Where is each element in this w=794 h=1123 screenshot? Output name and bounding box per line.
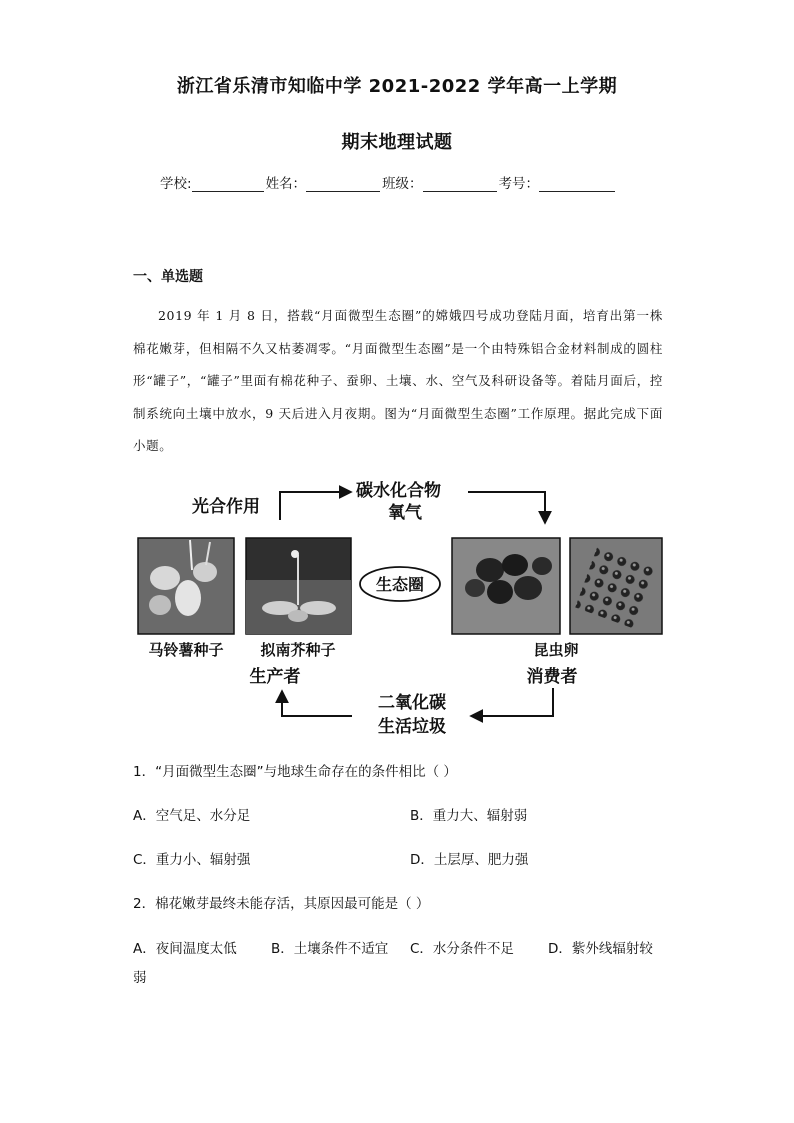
class-label: 班级： — [382, 176, 423, 192]
arabidopsis-seed-caption: 拟南芥种子 — [260, 641, 336, 659]
question-1-option-a[interactable]: A．空气足、水分足 — [133, 808, 251, 824]
carbohydrate-label: 碳水化合物 — [356, 481, 441, 501]
school-field[interactable] — [192, 177, 264, 192]
question-1-option-d[interactable]: D．土层厚、肥力强 — [410, 852, 529, 868]
school-label: 学校: — [160, 176, 192, 192]
garbage-label: 生活垃圾 — [378, 717, 446, 737]
question-2-option-d[interactable]: D．紫外线辐射较 — [548, 941, 653, 957]
oxygen-label: 氧气 — [388, 503, 422, 523]
insect-egg-caption: 昆虫卵 — [533, 641, 579, 659]
ecosphere-diagram — [130, 470, 670, 740]
document-subtitle: 期末地理试题 — [341, 132, 453, 153]
question-1-option-b[interactable]: B．重力大、辐射弱 — [410, 808, 528, 824]
consumer-label: 消费者 — [526, 667, 578, 687]
student-info-row — [160, 172, 617, 192]
question-1-option-c[interactable]: C．重力小、辐射强 — [133, 852, 251, 868]
number-label: 考号： — [498, 176, 540, 192]
producer-label: 生产者 — [249, 667, 301, 687]
question-2-option-b[interactable]: B．土壤条件不适宜 — [271, 941, 389, 957]
document-title: 浙江省乐清市知临中学 2021-2022 学年高一上学期 — [176, 76, 618, 97]
bottom-arrow-right — [472, 688, 553, 716]
potato-seed-caption: 马铃薯种子 — [148, 641, 224, 659]
photosynthesis-label: 光合作用 — [192, 497, 260, 517]
ecosphere-label: 生态圈 — [375, 575, 425, 594]
question-2-stem: 2．棉花嫩芽最终未能存活，其原因最可能是（ ） — [133, 896, 430, 912]
name-label: 姓名： — [265, 176, 307, 192]
number-field[interactable] — [539, 177, 615, 192]
section-title: 一、单选题 — [133, 269, 203, 285]
question-1-stem: 1．“月面微型生态圈”与地球生命存在的条件相比（ ） — [133, 764, 457, 780]
top-arrow-left — [280, 492, 350, 520]
question-2-option-c[interactable]: C．水分条件不足 — [410, 941, 514, 957]
bottom-arrow-left — [282, 692, 352, 716]
question-2-option-d-wrap: 弱 — [133, 970, 147, 986]
class-field[interactable] — [423, 177, 497, 192]
name-field[interactable] — [306, 177, 380, 192]
co2-label: 二氧化碳 — [378, 693, 446, 713]
reading-passage: 2019 年 1 月 8 日，搭载“月面微型生态圈”的嫦娥四号成功登陆月面，培育出第一株棉花嫩芽，但相隔不久又枯萎凋零。“月面微型生态圈”是一个由特殊铝合金材料制成的圆柱形“罐子”，“罐子”里面有棉花种子、蚕卵、土壤、水、空气及科研设备等。着陆月面后，控制系统向土壤中放水，9 天后进入月夜期。图为“月面微型生态圈”工作原理。据此完成下面小题。 — [133, 308, 663, 453]
top-arrow-right — [468, 492, 545, 522]
question-2-option-a[interactable]: A．夜间温度太低 — [133, 941, 237, 957]
